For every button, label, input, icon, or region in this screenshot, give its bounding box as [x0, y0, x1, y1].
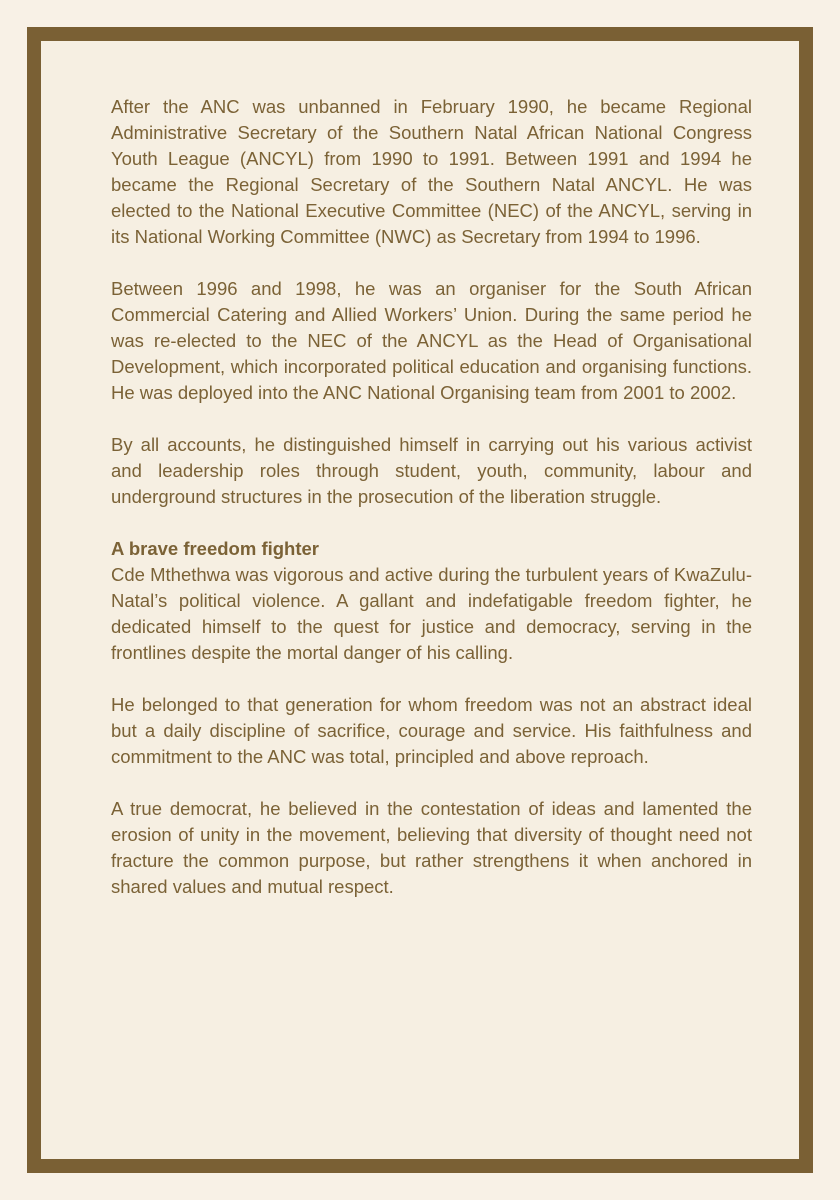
section-heading: A brave freedom fighter — [111, 538, 319, 559]
paragraph-democrat: A true democrat, he believed in the contestation of ideas and lamented the erosion of unity in the movement, believing that diversity of thought need not fracture the common purpose, but rather strengthens it when anchored in shared values and mutual respect. — [111, 798, 752, 897]
paragraph-organiser: Between 1996 and 1998, he was an organiser for the South African Commercial Catering and Allied Workers’ Union. During the same period he was re-elected to the NEC of the ANCYL as the Head of Organisational Development, which incorporated political education and organising functions. He was deployed into the ANC National Organising team from 2001 to 2002. — [111, 278, 752, 403]
paragraph-accounts: By all accounts, he distinguished himself in carrying out his various activist and leadership roles through student, youth, community, labour and underground structures in the prosecution of the liberation struggle. — [111, 434, 752, 507]
paragraph-unbanned: After the ANC was unbanned in February 1990, he became Regional Administrative Secretary of the Southern Natal African National Congress Youth League (ANCYL) from 1990 to 1991. Between 1991 and 1994 he became the Regional Secretary of the Southern Natal ANCYL. He was elected to the National Executive Committee (NEC) of the ANCYL, serving in its National Working Committee (NWC) as Secretary from 1994 to 1996. — [111, 96, 752, 247]
document-body — [111, 94, 752, 926]
page-border-frame — [27, 27, 813, 1173]
paragraph-generation: He belonged to that generation for whom freedom was not an abstract ideal but a daily discipline of sacrifice, courage and service. His faithfulness and commitment to the ANC was total, principled and above reproach. — [111, 694, 752, 767]
paragraph-vigorous: Cde Mthethwa was vigorous and active during the turbulent years of KwaZulu-Natal’s political violence. A gallant and indefatigable freedom fighter, he dedicated himself to the quest for justice and democracy, serving in the frontlines despite the mortal danger of his calling. — [111, 564, 752, 663]
page-panel — [41, 41, 799, 1159]
